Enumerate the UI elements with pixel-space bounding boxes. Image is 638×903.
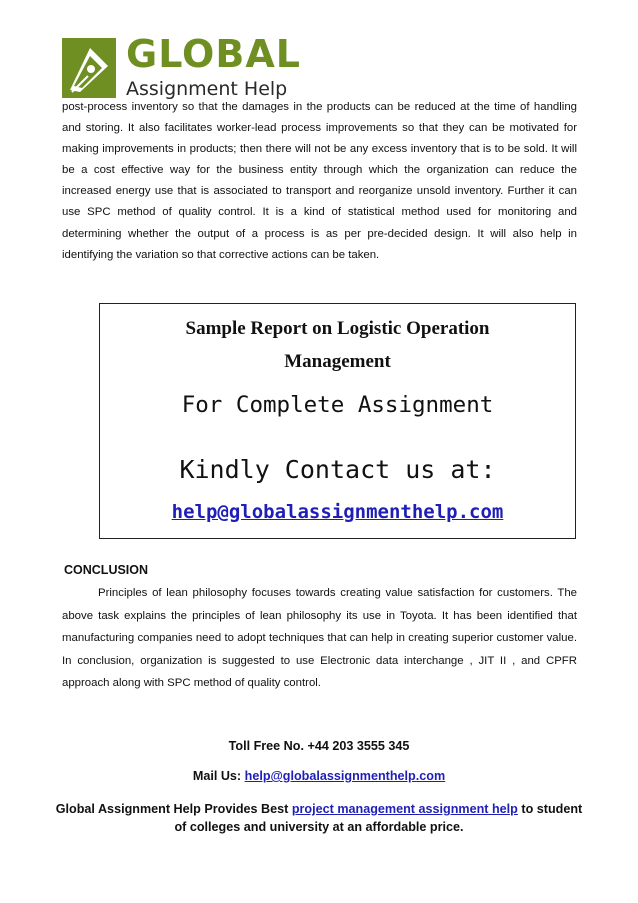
conclusion-heading: CONCLUSION bbox=[64, 563, 149, 577]
promo-footer-before: Global Assignment Help Provides Best bbox=[55, 802, 292, 816]
promo-cta-line1: For Complete Assignment bbox=[181, 392, 494, 418]
intro-paragraph: post-process inventory so that the damages in the products can be reduced at the time of handling and storing. It also facilitates worker-lead process improvements so that they can be motivated for making improvements in products; then there will not be any excess inventory that is to be sold. It will be a cost effective way for the business entity through which the organization can reduce the increased energy use that is associated to transport and reorganize unsold inventory. Further it can use SPC method of quality control. It is a kind of statistical method used for monitoring and determining whether the output of a process is as per pre-decided design. It will also help in identifying the variation so that corrective actions can be taken. bbox=[62, 101, 577, 261]
company-logo bbox=[60, 32, 310, 104]
logo-subtitle: Assignment Help bbox=[126, 78, 288, 100]
promo-footer-after: to student of colleges and university at an affordable price. bbox=[174, 802, 583, 834]
promo-title-line1: Sample Report on Logistic Operation bbox=[185, 318, 490, 339]
mail-us-email-link[interactable]: help@globalassignmenthelp.com bbox=[244, 769, 446, 783]
promo-email-link[interactable]: help@globalassignmenthelp.com bbox=[171, 501, 504, 523]
pen-nib-icon bbox=[60, 36, 118, 100]
promo-box bbox=[99, 303, 576, 539]
logo-wordmark: GLOBAL bbox=[126, 32, 301, 76]
project-management-help-link[interactable]: project management assignment help bbox=[291, 802, 518, 816]
promo-title bbox=[100, 312, 575, 378]
conclusion-body: Principles of lean philosophy focuses towards creating value satisfaction for customers. The above task explains the principles of lean philosophy its use in Toyota. It has been identified that manufacturing companies need to adopt techniques that can help in creating superior customer value. In conclusion, organization is suggested to use Electronic data interchange , JIT II , and CPFR approach along with SPC method of quality control. bbox=[62, 587, 577, 690]
promo-cta-line2: Kindly Contact us at: bbox=[179, 455, 496, 484]
mail-us-label: Mail Us: bbox=[192, 769, 245, 783]
mail-us-line bbox=[50, 767, 588, 785]
toll-free-number: Toll Free No. +44 203 3555 345 bbox=[228, 739, 410, 753]
promo-footer-text bbox=[50, 800, 588, 836]
promo-title-line2: Management bbox=[284, 351, 391, 372]
